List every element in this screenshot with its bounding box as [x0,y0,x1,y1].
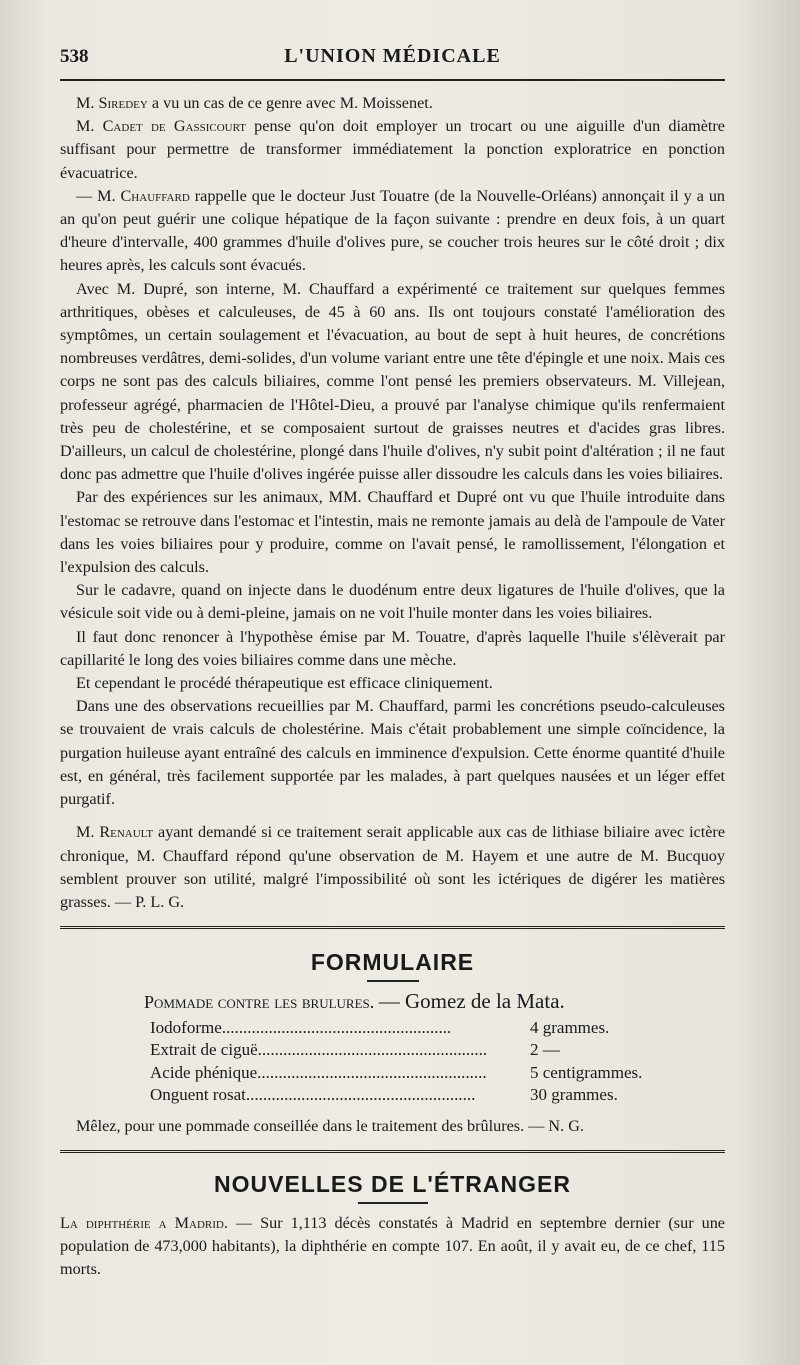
news-item [60,1212,725,1282]
article-body [60,92,725,1282]
ingredient-name: Extrait de ciguë [150,1040,258,1060]
recipe-author: — Gomez de la Mata. [378,989,565,1014]
paragraph [60,185,725,278]
page-header [60,42,725,72]
paragraph [60,821,725,914]
ingredient-row: Onguent rosat...................................................... 30 grammes. [60,1084,725,1107]
ingredient-row: Acide phénique...................................................... 5 centigrammes. [60,1062,725,1085]
ingredient-qty: 5 centigrammes. [530,1062,643,1082]
recipe-title [60,990,725,1014]
recipe-name: Pommade contre les brulures. [144,992,375,1013]
ingredient-name: Iodoforme [150,1017,222,1037]
paragraph [60,278,725,487]
paragraph [60,672,725,695]
paragraph-text: Il faut donc renoncer à l'hypothèse émise par M. Touatre, d'après laquelle l'huile s'élèverait par capillarité le long des voies biliaires comme dans une mèche. [60,627,725,669]
ingredient-list [60,1017,725,1107]
ingredient-row: Extrait de ciguë...................................................... 2 — [60,1039,725,1062]
nouvelles-heading: NOUVELLES DE L'ÉTRANGER [214,1170,571,1197]
news-text: — Sur 1,113 décès constatés à Madrid en septembre dernier (sur une population de 473,000 habitants), la diphthérie en compte 107. En août, il y avait eu, de ce chef, 115 morts. [60,1213,725,1279]
paragraph-text: Dans une des observations recueillies par M. Chauffard, parmi les concrétions pseudo-calculeuses se trouvaient de vrais calculs de cholestérine. Mais c'était probablement une simple coïncidence, la purgation huileuse ayant entraîné des calculs en imminence d'expulsion. Cette énorme quantité d'huile est, en général, très facilement supportée par les malades, à part quelques nausées et un léger effet purgatif. [60,697,725,809]
page-number: 538 [60,46,89,67]
speaker-name: M. Renault [76,823,154,842]
speaker-name: — M. Chauffard [76,186,190,205]
recipe-instructions: Mêlez, pour une pommade conseillée dans le traitement des brûlures. — N. G. [76,1116,584,1135]
ingredient-name: Acide phénique [150,1062,258,1082]
heading-rule [367,980,419,982]
heading-rule [358,1202,428,1204]
ingredient-qty: 30 grammes. [530,1085,618,1105]
ingredient-qty: 4 grammes. [530,1017,610,1037]
ingredient-qty: 2 — [530,1040,560,1060]
section-divider [60,1150,725,1153]
paragraph-text: a vu un cas de ce genre avec M. Moissenet. [147,94,433,112]
header-rule [60,79,725,81]
paragraph-text: Et cependant le procédé thérapeutique est efficace cliniquement. [76,674,493,693]
paragraph-text: ayant demandé si ce traitement serait applicable aux cas de lithiase biliaire avec ictère chronique, M. Chauffard répond qu'une observation de M. Hayem et une autre de M. Bucquoy semblent prouver son utilité, malgré l'impossibilité où sont les ictériques de digérer les matières grasses. — P. L. G. [60,823,726,911]
paragraph [60,626,725,672]
ingredient-name: Onguent rosat [150,1085,246,1105]
formulaire-heading: FORMULAIRE [310,949,475,976]
paragraph-text: Sur le cadavre, quand on injecte dans le duodénum entre deux ligatures de l'huile d'olives, que la vésicule soit vide ou à demi-pleine, jamais on ne voit l'huile monter dans les voies biliaires. [60,581,725,623]
running-title: L'UNION MÉDICALE [284,45,501,67]
section-divider [60,926,725,929]
speaker-name: M. Cadet de Gassicourt [76,117,246,136]
paragraph [60,695,725,811]
speaker-name: M. Siredey [76,94,148,112]
paragraph-text: rappelle que le docteur Just Touatre (de la Nouvelle-Orléans) annonçait il y a un an qu'on peut guérir une colique hépatique de la façon suivante : prendre en deux fois, à un quart d'heure d'intervalle, 400 grammes d'huile d'olives pure, se coucher trois heures sur le côté droit ; dix heures après, les calculs sont évacués. [60,186,726,275]
paragraph [60,92,725,115]
paragraph [60,115,725,185]
paragraph [60,486,725,579]
paragraph-text: pense qu'on doit employer un trocart ou une aiguille d'un diamètre suffisant pour permettre de transformer immédiatement la ponction exploratrice en ponction évacuatrice. [60,117,725,182]
paragraph-text: Par des expériences sur les animaux, MM. Chauffard et Dupré ont vu que l'huile introduite dans l'estomac se retrouve dans l'estomac et l'intestin, mais ne remonte jamais au delà de l'ampoule de Vater dans les voies biliaires pour y produire, comme on l'avait pensé, le ramollissement, l'élongation et l'expulsion des calculs. [60,488,725,577]
ingredient-row: Iodoforme...................................................... 4 grammes. [60,1017,725,1040]
paragraph [60,579,725,625]
news-lead: La diphthérie a Madrid. [60,1213,228,1232]
paragraph-text: Avec M. Dupré, son interne, M. Chauffard a expérimenté ce traitement sur quelques femmes arthritiques, obèses et calculeuses, de 45 à 60 ans. Ils ont toujours constaté l'amélioration des symptômes, un certain soulagement et l'évacuation, au bout de sept à huit heures, de concrétions nombreuses verdâtres, demi-solides, d'un volume variant entre une tête d'épingle et une noix. Mais ces corps ne sont pas des calculs biliaires, comme l'ont pensé les premiers observateurs. M. Villejean, professeur agrégé, pharmacien de l'Hôtel-Dieu, a prouvé par l'analyse chimique qu'ils renfermaient très peu de cholestérine, et se composaient surtout de graisses neutres et d'acides gras libres. D'ailleurs, un calcul de cholestérine, plongé dans l'huile d'olives, n'y subit point d'altération ; il ne faut donc pas admettre que l'huile d'olives ingérée puisse aller dissoudre les calculs dans les voies biliaires. [60,279,725,484]
